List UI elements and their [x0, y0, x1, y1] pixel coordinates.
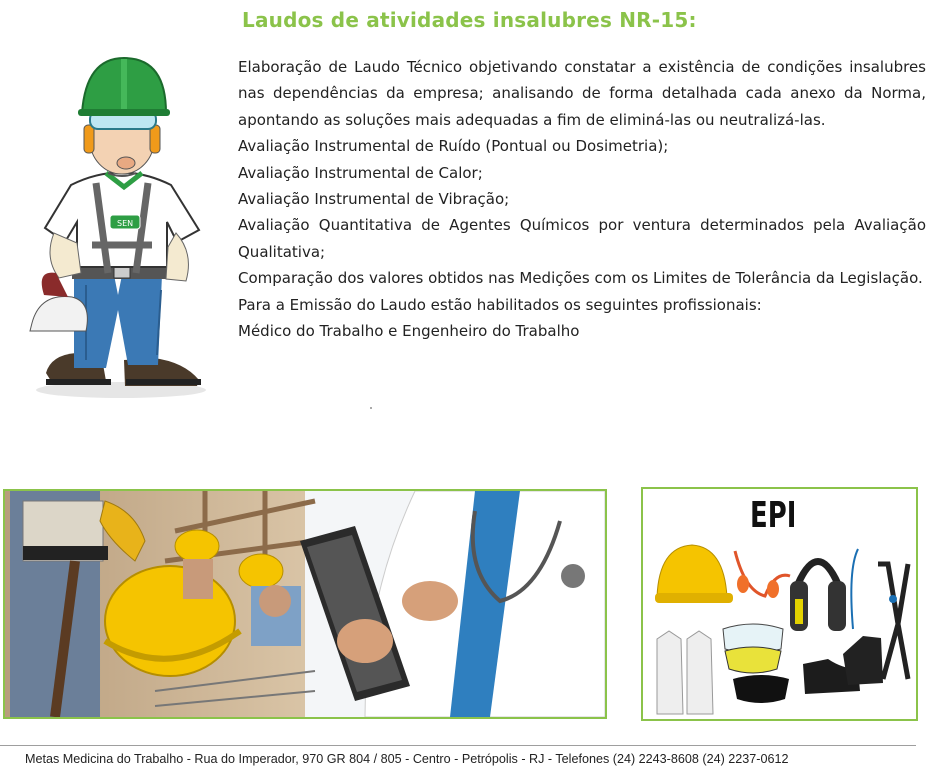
- footer-contact-info: Metas Medicina do Trabalho - Rua do Imperador, 970 GR 804 / 805 - Centro - Petrópolis - RJ - Telefones (24) 2243-8608 (24) 2237-0612: [25, 752, 789, 766]
- workers-doctor-photo: [3, 489, 607, 719]
- professionals-heading: Para a Emissão do Laudo estão habilitados os seguintes profissionais:: [238, 295, 762, 314]
- service-item: Avaliação Instrumental de Ruído (Pontual ou Dosimetria);: [238, 137, 669, 156]
- decorative-dot: [370, 407, 372, 409]
- intro-paragraph: Elaboração de Laudo Técnico objetivando constatar a existência de condições insalubres nas dependências da empresa; analisando de forma detalhada cada anexo da Norma, apontando as soluções mais adequadas a fim de eliminá-las ou neutralizá-las.: [238, 58, 926, 129]
- service-item: Avaliação Instrumental de Calor;: [238, 163, 483, 182]
- workers-doctor-photo-illustration: [5, 491, 605, 717]
- epi-equipment-image: [641, 487, 918, 721]
- epi-title: EPI: [750, 495, 797, 536]
- laudo-description: [238, 54, 926, 344]
- professionals-list: Médico do Trabalho e Engenheiro do Trabalho: [238, 322, 580, 341]
- page-title: Laudos de atividades insalubres NR-15:: [242, 8, 697, 32]
- service-item: Avaliação Quantitativa de Agentes Químicos por ventura determinados pela Avaliação Qualitativa;: [238, 216, 926, 261]
- mascot-badge-text: SEN: [117, 219, 134, 228]
- footer-divider: [0, 745, 916, 746]
- service-item: Comparação dos valores obtidos nas Medições com os Limites de Tolerância da Legislação.: [238, 269, 923, 288]
- safety-worker-mascot-illustration: [26, 55, 212, 400]
- service-item: Avaliação Instrumental de Vibração;: [238, 190, 510, 209]
